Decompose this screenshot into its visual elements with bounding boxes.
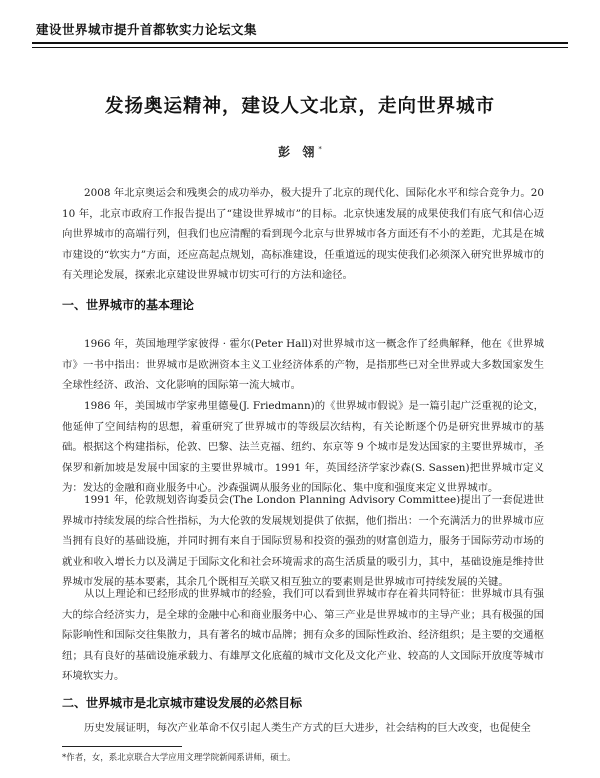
- section-heading-1: 一、世界城市的基本理论: [62, 298, 195, 312]
- intro-paragraph: 2008 年北京奥运会和残奥会的成功举办，极大提升了北京的现代化、国际化水平和综合竞争力。2010 年，北京市政府工作报告提出了“建设世界城市”的目标。北京快速发展的成果使我们有底气和信心迈向世界城市的高端行列，但我们也应清醒的看到现今北京与世界城市各方面还有不小的差距，尤其是在城市建设的“软实力”方面，还应高起点规划，高标准建设，任重道远的现实使我们必须深入研究世界城市的有关理论发展，探索北京建设世界城市切实可行的方法和途径。: [62, 187, 544, 282]
- section1-paragraph-3: 1991 年，伦敦规划咨询委员会(The London Planning Advisory Committee)提出了一套促进世界城市持续发展的综合性指标，为大伦敦的发展规划提供了依据，他们指出：一个充满活力的世界城市应当拥有良好的基础设施，并同时拥有来自于国际贸易和投资的强劲的财富创造力，服务于国际劳动市场的就业和收入增长力以及满足于国际文化和社会环境需求的高生活质量的吸引力，其中，基础设施是维持世界城市发展的基本要素，其余几个既相互关联又相互独立的要素则是世界城市可持续发展的关键。: [62, 494, 544, 589]
- header-rule-thick: [32, 42, 568, 44]
- author-footnote-mark: *: [318, 145, 322, 153]
- section1-paragraph-2: 1986 年，美国城市学家弗里德曼(J. Friedmann)的《世界城市假说》是一篇引起广泛重视的论文，他延伸了空间结构的思想，着重研究了世界城市的等级层次结构，有关论断逐个仍是研究世界城市的基础。根据这个构建指标，伦敦、巴黎、法兰克福、纽约、东京等 9 个城市是发达国家的主要世界城市，圣保罗和新加坡是发展中国家的主要世界城市。1991 年，英国经济学家沙森(S. Sassen)把世界城市定义为：发达的金融和商业服务中心。沙森强调从服务业的国际化、集中度和强度来定义世界城市。: [62, 400, 544, 495]
- footnote-rule: [62, 746, 182, 747]
- section1-paragraph-1: 1966 年，英国地理学家彼得 · 霍尔(Peter Hall)对世界城市这一概念作了经典解释，他在《世界城市》一书中指出：世界城市是欧洲资本主义工业经济体系的产物，是指那些已对全世界或大多数国家发生全球性经济、政治、文化影响的国际第一流大城市。: [62, 338, 544, 392]
- author-footnote: *作者，女，系北京联合大学应用文理学院新闻系讲师，硕士。: [62, 753, 296, 763]
- section2-paragraph-1: 历史发展证明，每次产业革命不仅引起人类生产方式的巨大进步，社会结构的巨大改变，也促使全: [84, 722, 531, 734]
- article-title: 发扬奥运精神，建设人文北京，走向世界城市: [104, 96, 495, 117]
- author-name: 彭 翎: [278, 145, 319, 159]
- section-heading-2: 二、世界城市是北京城市建设发展的必然目标: [62, 696, 303, 710]
- header-rule-thin: [32, 47, 568, 48]
- article-author: [0, 143, 600, 160]
- running-header: 建设世界城市提升首都软实力论坛文集: [36, 22, 258, 37]
- section1-paragraph-4: 从以上理论和已经形成的世界城市的经验，我们可以看到世界城市存在着共同特征：世界城市具有强大的综合经济实力，是全球的金融中心和商业服务中心、第三产业是世界城市的主导产业；具有极强的国际影响性和国际交往集散力，具有著名的城市品牌；拥有众多的国际性政治、经济组织；是主要的交通枢纽；具有良好的基础设施承载力、有雄厚文化底蕴的城市文化及文化产业、较高的人文国际开放度等城市环境软实力。: [62, 588, 544, 683]
